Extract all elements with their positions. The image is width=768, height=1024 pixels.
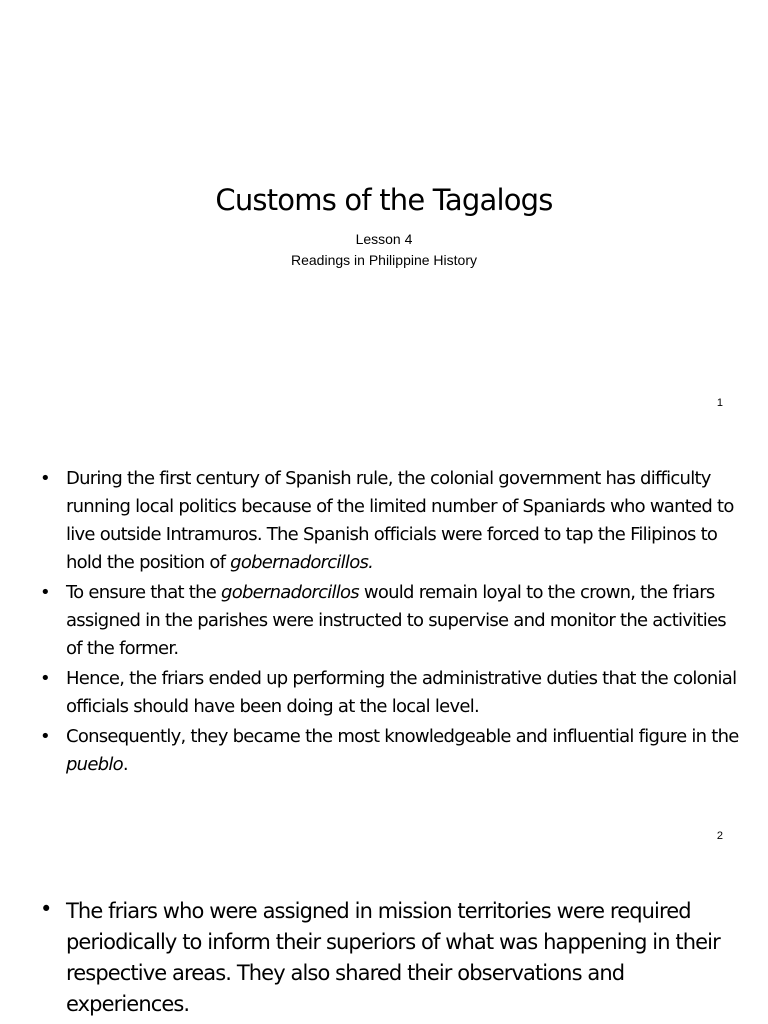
slide-subtitle-course: Readings in Philippine History	[291, 252, 477, 268]
slide-2	[0, 434, 768, 868]
bullet-text: The friars who were assigned in mission territories were required periodically to inform their superiors of what was happening in their respective areas. They also shared their observations and experiences.	[66, 899, 720, 1016]
bullet-item	[40, 465, 740, 577]
bullet-text: To ensure that the	[66, 582, 222, 603]
bullet-text: would remain loyal to the crown, the friars assigned in the parishes were instructed to supervise and monitor the activities of the former.	[66, 582, 726, 659]
slide-title: Customs of the Tagalogs	[215, 183, 553, 217]
slide-1	[0, 0, 768, 434]
italic-text: gobernadorcillos.	[230, 552, 374, 573]
slide-subtitle-lesson: Lesson 4	[355, 231, 413, 247]
bullet-text: During the first century of Spanish rule, the colonial government has difficulty running local politics because of the limited number of Spaniards who wanted to live outside Intramuros. The Spanish officials were forced to tap the Filipinos to hold the position of	[66, 468, 734, 573]
bullet-item	[40, 896, 740, 1020]
page-number: 2	[716, 830, 723, 842]
bullet-item	[40, 579, 740, 663]
bullet-dot-icon: •	[40, 668, 50, 689]
bullet-list	[40, 465, 740, 779]
bullet-dot-icon: •	[40, 468, 50, 489]
bullet-dot-icon: •	[40, 726, 50, 747]
bullet-dot-icon: •	[40, 582, 50, 603]
bullet-item	[40, 665, 740, 721]
italic-text: gobernadorcillos	[221, 582, 359, 603]
bullet-text: Consequently, they became the most knowledgeable and influential figure in the	[66, 726, 739, 747]
slide-3	[0, 868, 768, 1024]
bullet-text: .	[122, 754, 128, 775]
page-number: 1	[716, 397, 723, 409]
bullet-text: Hence, the friars ended up performing the administrative duties that the colonial officials should have been doing at the local level.	[66, 668, 737, 717]
bullet-list	[40, 896, 740, 1020]
bullet-dot-icon: •	[40, 897, 52, 921]
italic-text: pueblo	[66, 754, 123, 775]
bullet-item	[40, 723, 740, 779]
